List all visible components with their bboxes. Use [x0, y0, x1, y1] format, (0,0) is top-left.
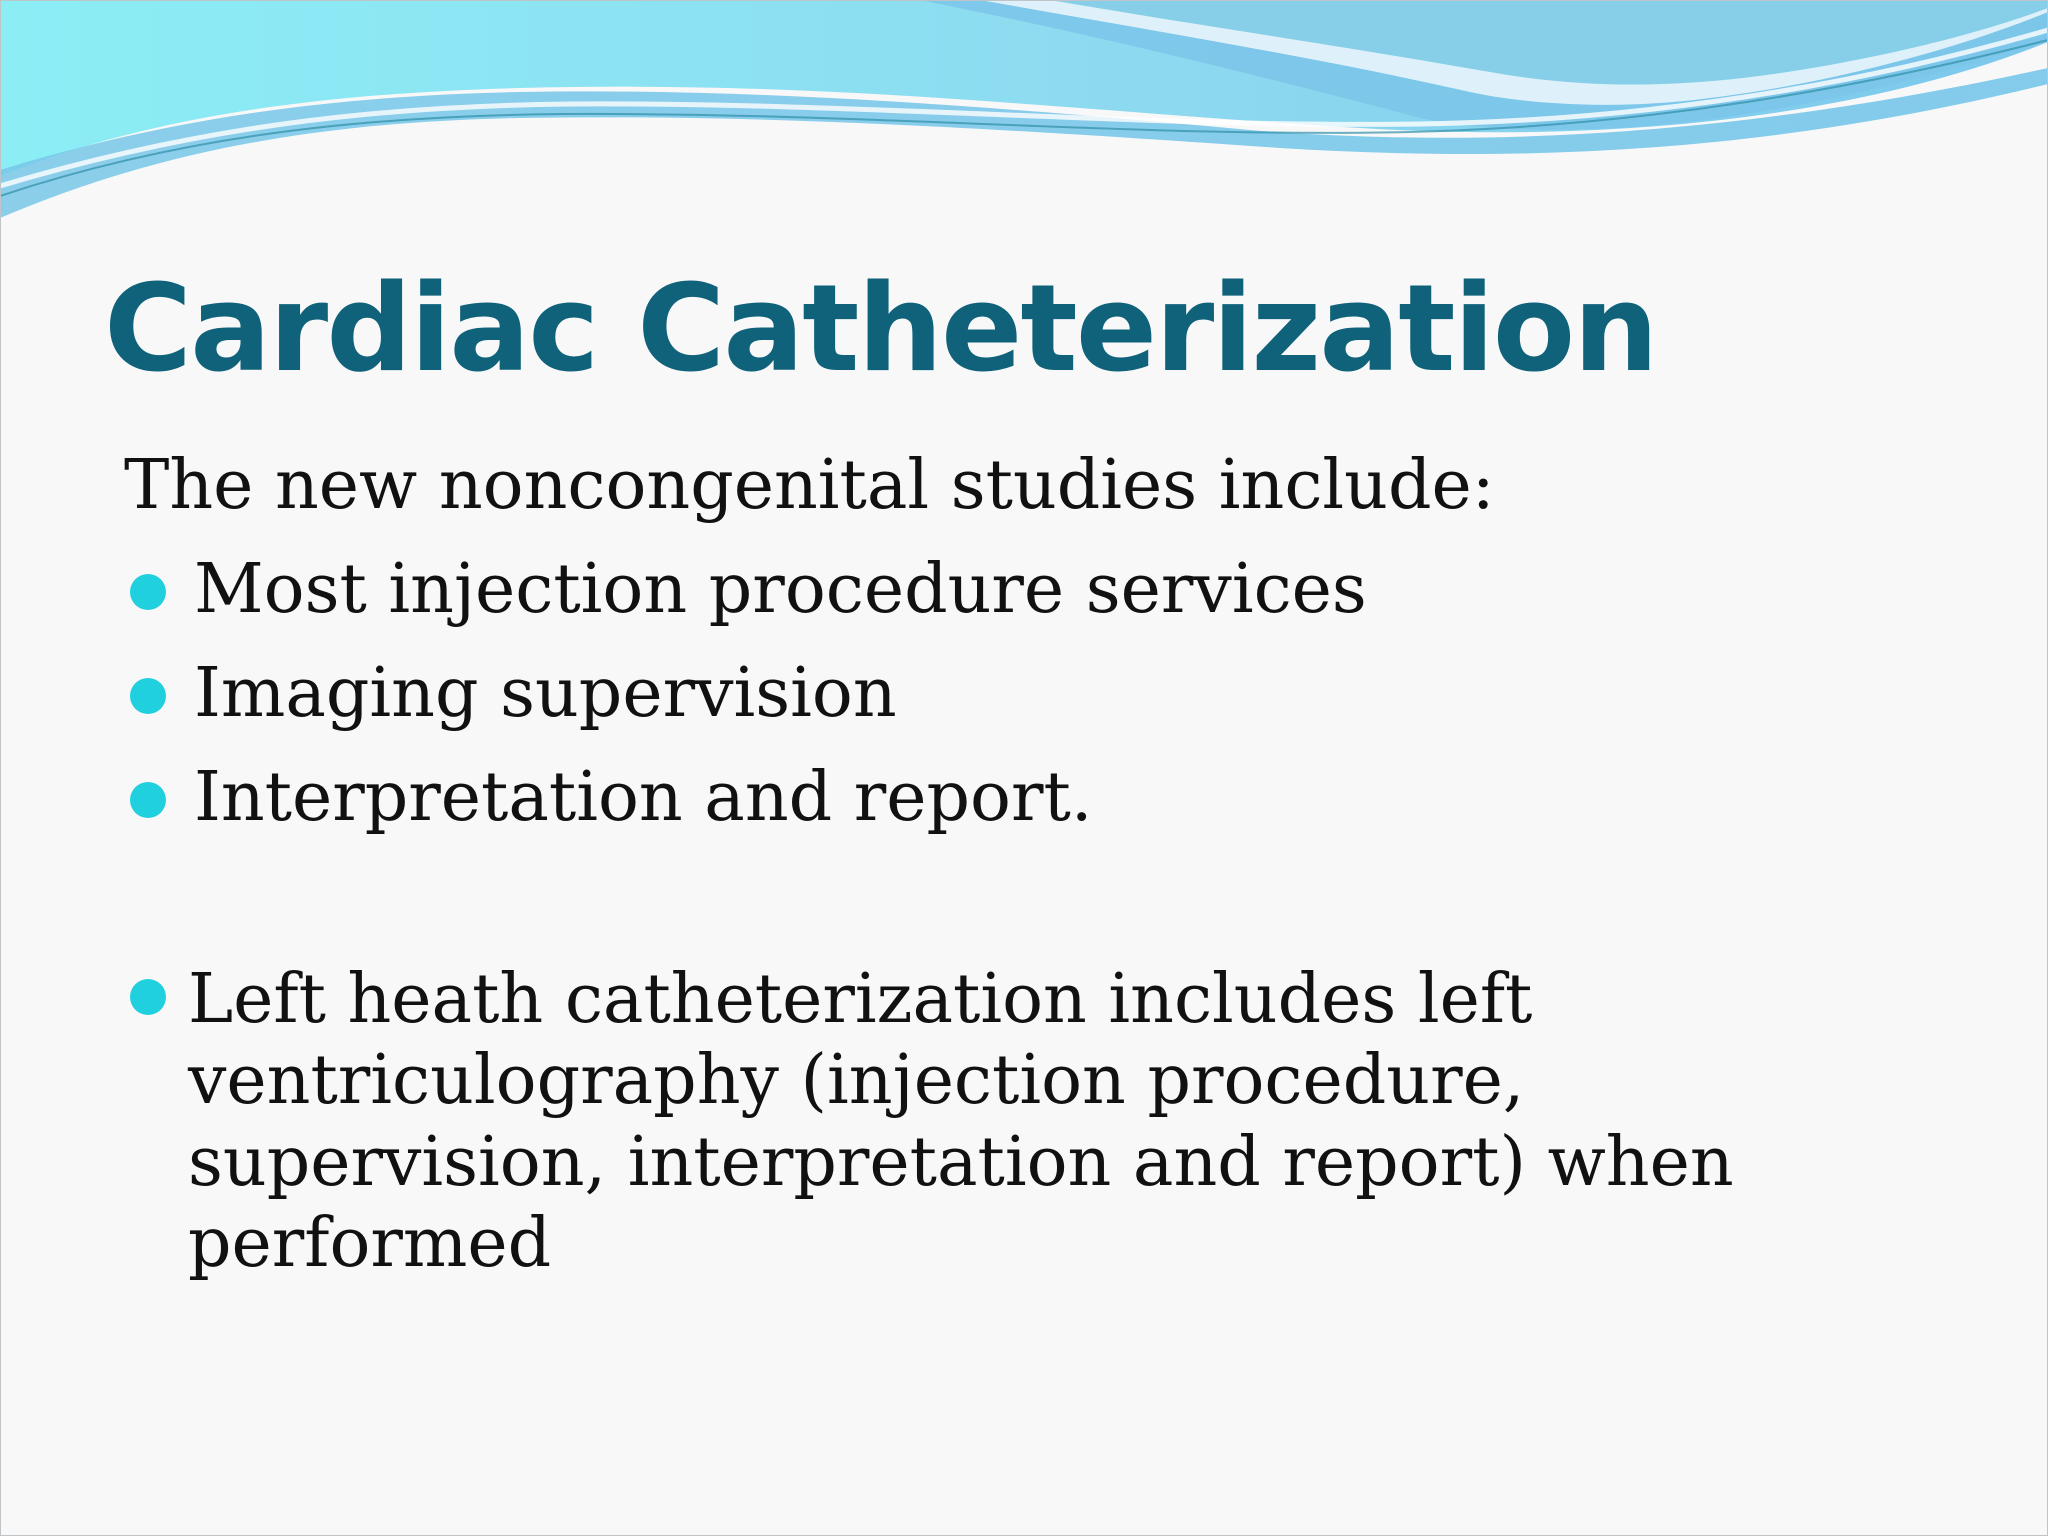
list-item: [124, 959, 1948, 1285]
bullet-text: Most injection procedure services: [194, 550, 1367, 630]
slide-body: [124, 448, 1984, 1313]
decorative-wave-header: [0, 0, 2048, 240]
bullet-icon: [130, 574, 166, 610]
bullet-text: Imaging supervision: [194, 654, 897, 734]
bullet-icon: [130, 979, 166, 1015]
bullet-list: [124, 552, 1984, 1285]
list-item: [124, 760, 1984, 836]
bullet-icon: [130, 678, 166, 714]
bullet-text: Interpretation and report.: [194, 758, 1093, 838]
bullet-icon: [130, 782, 166, 818]
slide-title: Cardiac Catheterization: [104, 260, 1657, 399]
list-item: [124, 552, 1984, 628]
bullet-text: Left heath catheterization includes left ventriculography (injection procedure, supervision, interpretation and report) when performed: [188, 959, 1734, 1284]
list-item: [124, 656, 1984, 732]
intro-text: The new noncongenital studies include:: [124, 446, 1495, 525]
